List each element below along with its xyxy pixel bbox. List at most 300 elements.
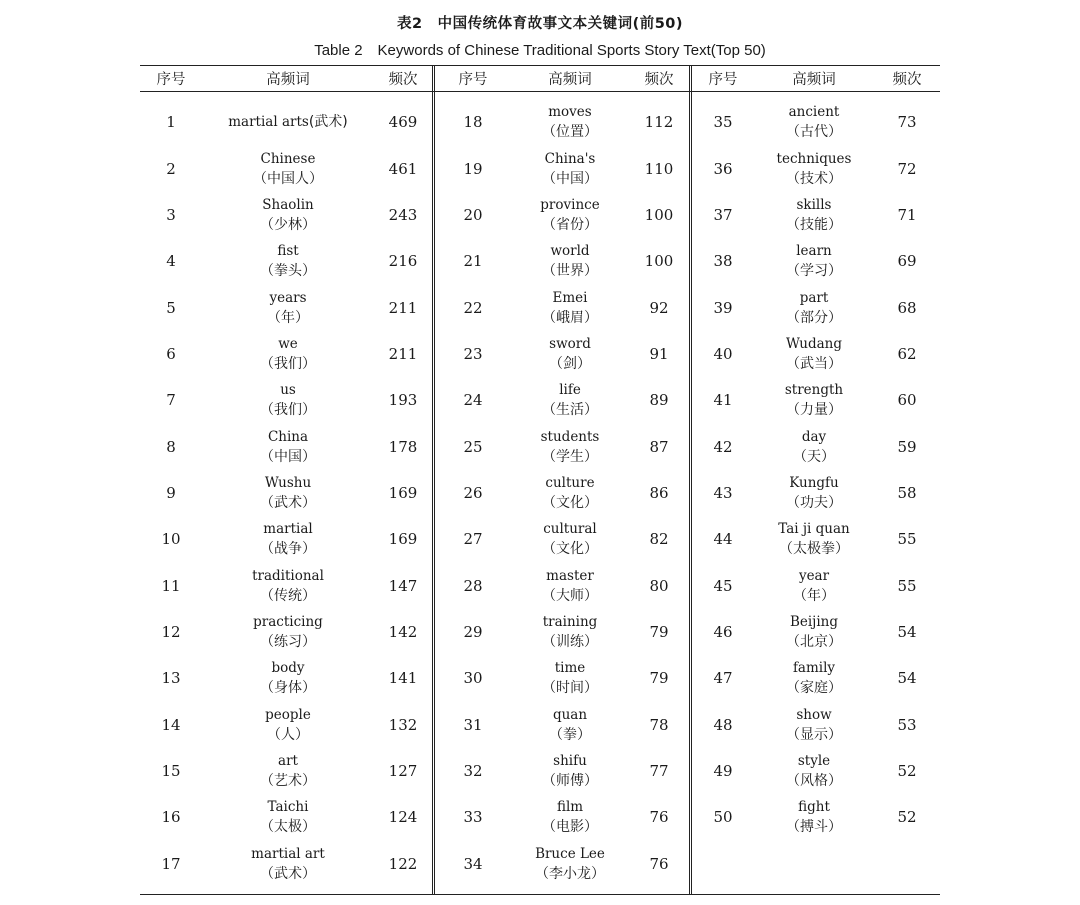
keyword-chinese: （功夫）	[786, 494, 842, 511]
keyword-chinese: （武当）	[786, 355, 842, 372]
row-number: 44	[713, 530, 733, 549]
table-row	[692, 701, 940, 747]
row-number: 15	[161, 761, 181, 780]
table-row	[692, 748, 940, 794]
row-number: 37	[713, 205, 733, 224]
keyword-chinese: (武术)	[308, 114, 348, 131]
keyword-chinese: （人）	[267, 726, 309, 743]
frequency-value: 469	[388, 113, 418, 132]
keyword-cell	[754, 519, 874, 559]
keyword-chinese: （文化）	[542, 494, 598, 511]
frequency-value: 211	[388, 298, 418, 317]
table-row	[140, 192, 432, 238]
frequency-value: 82	[649, 530, 669, 549]
table-row	[435, 748, 689, 794]
table-header-row	[140, 66, 940, 92]
row-number: 18	[463, 113, 483, 132]
table-row	[140, 377, 432, 423]
keyword-cell	[202, 112, 374, 132]
keyword-english: master	[546, 567, 594, 584]
keyword-chinese: （少林）	[260, 216, 316, 233]
keyword-english: techniques	[776, 150, 852, 167]
table-row	[692, 238, 940, 284]
frequency-value: 80	[649, 576, 669, 595]
table-row	[435, 99, 689, 145]
row-number: 16	[161, 808, 181, 827]
table-row	[435, 516, 689, 562]
table-row	[140, 423, 432, 469]
keyword-english: quan	[552, 706, 588, 723]
frequency-value: 122	[388, 854, 418, 873]
frequency-value: 76	[649, 808, 669, 827]
keyword-english: Chinese	[260, 150, 316, 167]
keyword-english: martial arts	[228, 114, 309, 131]
row-number: 38	[713, 252, 733, 271]
frequency-value: 87	[649, 437, 669, 456]
frequency-value: 68	[897, 298, 917, 317]
keyword-cell	[202, 658, 374, 698]
keyword-cell	[202, 519, 374, 559]
row-number: 27	[463, 530, 483, 549]
frequency-value: 55	[897, 530, 917, 549]
keyword-chinese: （中国）	[260, 448, 316, 465]
frequency-value: 112	[644, 113, 674, 132]
row-number: 23	[463, 344, 483, 363]
table-row	[692, 655, 940, 701]
keyword-chinese: （拳）	[549, 726, 591, 743]
frequency-value: 59	[897, 437, 917, 456]
keyword-english: martial art	[251, 845, 325, 862]
table-row	[140, 238, 432, 284]
keyword-english: Tai ji quan	[778, 521, 850, 538]
keyword-chinese: （位置）	[542, 124, 598, 141]
keyword-cell	[202, 473, 374, 513]
keyword-cell	[511, 473, 629, 513]
table-row	[435, 794, 689, 840]
table-row	[692, 99, 940, 145]
frequency-value: 461	[388, 159, 418, 178]
table-row	[435, 841, 689, 887]
keywords-table	[140, 65, 940, 895]
table-row	[435, 192, 689, 238]
row-number: 10	[161, 530, 181, 549]
row-number: 45	[713, 576, 733, 595]
keyword-cell	[202, 566, 374, 606]
table-row	[692, 562, 940, 608]
frequency-value: 92	[649, 298, 669, 317]
header-no: 序号	[708, 72, 738, 88]
row-number: 24	[463, 391, 483, 410]
header-keyword: 高频词	[792, 72, 836, 88]
keyword-chinese: （中国）	[542, 170, 598, 187]
keyword-chinese: （省份）	[542, 216, 598, 233]
table-row	[435, 238, 689, 284]
keyword-chinese: （古代）	[786, 124, 842, 141]
keyword-english: ancient	[788, 104, 840, 121]
table-row	[435, 470, 689, 516]
frequency-value: 127	[388, 761, 418, 780]
frequency-value: 77	[649, 761, 669, 780]
keyword-english: fight	[798, 799, 830, 816]
keyword-cell	[202, 612, 374, 652]
row-number: 31	[463, 715, 483, 734]
frequency-value: 216	[388, 252, 418, 271]
keyword-chinese: （显示）	[786, 726, 842, 743]
keyword-cell	[754, 149, 874, 189]
row-number: 3	[166, 205, 176, 224]
row-number: 29	[463, 622, 483, 641]
keyword-cell	[511, 427, 629, 467]
table-row	[140, 794, 432, 840]
keyword-english: moves	[548, 104, 592, 121]
row-number: 36	[713, 159, 733, 178]
keyword-chinese: （艺术）	[260, 772, 316, 789]
keyword-english: film	[556, 799, 584, 816]
table-row	[140, 284, 432, 330]
row-number: 46	[713, 622, 733, 641]
keyword-english: life	[559, 382, 581, 399]
row-number: 30	[463, 669, 483, 688]
keyword-cell	[754, 427, 874, 467]
keyword-english: body	[271, 660, 305, 677]
keyword-english: province	[540, 196, 600, 213]
keyword-english: fist	[277, 243, 299, 260]
keyword-cell	[202, 195, 374, 235]
header-group-2	[435, 66, 692, 91]
row-number: 32	[463, 761, 483, 780]
keyword-cell	[511, 705, 629, 745]
frequency-value: 169	[388, 530, 418, 549]
keyword-cell	[202, 705, 374, 745]
keyword-cell	[511, 519, 629, 559]
table-row	[435, 562, 689, 608]
column-group-1	[140, 92, 435, 894]
row-number: 34	[463, 854, 483, 873]
keyword-english: students	[540, 428, 600, 445]
row-number: 4	[166, 252, 176, 271]
row-number: 43	[713, 483, 733, 502]
keyword-english: learn	[796, 243, 832, 260]
keyword-cell	[202, 334, 374, 374]
table-row	[140, 701, 432, 747]
table-row	[435, 701, 689, 747]
keyword-english: sword	[549, 335, 591, 352]
row-number: 19	[463, 159, 483, 178]
table-row	[140, 145, 432, 191]
table-row	[692, 377, 940, 423]
header-no: 序号	[156, 72, 186, 88]
row-number: 28	[463, 576, 483, 595]
frequency-value: 71	[897, 205, 917, 224]
keyword-english: Emei	[552, 289, 588, 306]
keyword-cell	[202, 288, 374, 328]
keyword-chinese: （家庭）	[786, 680, 842, 697]
keyword-english: family	[792, 660, 836, 677]
keyword-english: show	[796, 706, 832, 723]
keyword-chinese: （太极拳）	[779, 541, 849, 558]
keyword-cell	[202, 797, 374, 837]
table-row	[140, 841, 432, 887]
row-number: 26	[463, 483, 483, 502]
frequency-value: 193	[388, 391, 418, 410]
row-number: 49	[713, 761, 733, 780]
keyword-chinese: （搏斗）	[786, 819, 842, 836]
row-number: 1	[166, 113, 176, 132]
row-number: 8	[166, 437, 176, 456]
table-row	[692, 609, 940, 655]
keyword-english: China	[267, 428, 309, 445]
keyword-english: art	[278, 752, 298, 769]
keyword-chinese: （武术）	[260, 494, 316, 511]
frequency-value: 147	[388, 576, 418, 595]
keyword-cell	[202, 149, 374, 189]
table-row	[435, 609, 689, 655]
table-row	[140, 655, 432, 701]
row-number: 20	[463, 205, 483, 224]
keyword-cell	[754, 612, 874, 652]
frequency-value: 54	[897, 669, 917, 688]
keyword-english: year	[798, 567, 830, 584]
table-row	[692, 145, 940, 191]
column-group-3	[692, 92, 940, 894]
table-row	[435, 655, 689, 701]
keyword-chinese: （时间）	[542, 680, 598, 697]
keyword-cell	[754, 566, 874, 606]
cropped-previous-line	[228, 0, 518, 3]
keyword-english: Wushu	[264, 474, 312, 491]
row-number: 42	[713, 437, 733, 456]
keyword-english: part	[799, 289, 829, 306]
keyword-cell	[511, 380, 629, 420]
frequency-value: 55	[897, 576, 917, 595]
frequency-value: 142	[388, 622, 418, 641]
keyword-cell	[511, 288, 629, 328]
keyword-cell	[511, 102, 629, 142]
keyword-chinese: （剑）	[549, 355, 591, 372]
keyword-cell	[511, 334, 629, 374]
keyword-cell	[511, 195, 629, 235]
keyword-english: Wudang	[785, 335, 843, 352]
frequency-value: 72	[897, 159, 917, 178]
frequency-value: 124	[388, 808, 418, 827]
row-number: 5	[166, 298, 176, 317]
keyword-chinese: （李小龙）	[535, 865, 605, 882]
header-frequency: 频次	[388, 72, 418, 88]
keyword-chinese: （身体）	[260, 680, 316, 697]
table-row	[692, 192, 940, 238]
keyword-english: style	[797, 752, 831, 769]
frequency-value: 79	[649, 622, 669, 641]
keyword-cell	[754, 751, 874, 791]
keyword-chinese: （天）	[793, 448, 835, 465]
keyword-chinese: （武术）	[260, 865, 316, 882]
keyword-english: practicing	[253, 613, 323, 630]
row-number: 48	[713, 715, 733, 734]
keyword-english: strength	[784, 382, 844, 399]
keyword-english: time	[554, 660, 586, 677]
keyword-chinese: （学习）	[786, 263, 842, 280]
header-keyword: 高频词	[266, 72, 310, 88]
row-number: 12	[161, 622, 181, 641]
table-body	[140, 92, 940, 894]
frequency-value: 54	[897, 622, 917, 641]
table-row	[140, 609, 432, 655]
header-frequency: 频次	[892, 72, 922, 88]
table-row	[692, 423, 940, 469]
row-number: 11	[161, 576, 181, 595]
keyword-english: shifu	[553, 752, 587, 769]
frequency-value: 178	[388, 437, 418, 456]
keyword-english: training	[542, 613, 598, 630]
keyword-chinese: （技能）	[786, 216, 842, 233]
keyword-cell	[511, 241, 629, 281]
keyword-cell	[754, 473, 874, 513]
frequency-value: 53	[897, 715, 917, 734]
keyword-cell	[511, 751, 629, 791]
row-number: 17	[161, 854, 181, 873]
keyword-english: people	[265, 706, 311, 723]
frequency-value: 141	[388, 669, 418, 688]
keyword-chinese: （我们）	[260, 355, 316, 372]
row-number: 40	[713, 344, 733, 363]
keyword-english: traditional	[252, 567, 324, 584]
keyword-cell	[754, 705, 874, 745]
table-row	[435, 331, 689, 377]
table-row	[692, 516, 940, 562]
keyword-english: martial	[263, 521, 313, 538]
keyword-chinese: （部分）	[786, 309, 842, 326]
row-number: 2	[166, 159, 176, 178]
frequency-value: 76	[649, 854, 669, 873]
keyword-english: China's	[544, 150, 596, 167]
row-number: 13	[161, 669, 181, 688]
frequency-value: 60	[897, 391, 917, 410]
keyword-cell	[511, 797, 629, 837]
keyword-cell	[754, 195, 874, 235]
keyword-english: Kungfu	[789, 474, 839, 491]
column-group-2	[435, 92, 692, 894]
table-row	[692, 331, 940, 377]
table-row	[692, 470, 940, 516]
keyword-chinese: （学生）	[542, 448, 598, 465]
keyword-english: we	[278, 335, 298, 352]
row-number: 9	[166, 483, 176, 502]
keyword-cell	[754, 288, 874, 328]
keyword-cell	[511, 844, 629, 884]
keyword-chinese: （大师）	[542, 587, 598, 604]
table-caption-chinese: 表2 中国传统体育故事文本关键词(前50)	[396, 16, 684, 32]
keyword-cell	[754, 380, 874, 420]
keyword-english: skills	[796, 196, 832, 213]
keyword-cell	[511, 658, 629, 698]
keyword-chinese: （战争）	[260, 541, 316, 558]
table-row	[140, 331, 432, 377]
header-group-1	[140, 66, 435, 91]
keyword-chinese: （年）	[793, 587, 835, 604]
keyword-chinese: （风格）	[786, 772, 842, 789]
frequency-value: 132	[388, 715, 418, 734]
keyword-cell	[202, 241, 374, 281]
frequency-value: 73	[897, 113, 917, 132]
keyword-cell	[511, 612, 629, 652]
keyword-english: culture	[545, 474, 595, 491]
keyword-chinese: （技术）	[786, 170, 842, 187]
keyword-chinese: （练习）	[260, 633, 316, 650]
table-row	[692, 284, 940, 330]
row-number: 21	[463, 252, 483, 271]
keyword-cell	[754, 797, 874, 837]
frequency-value: 89	[649, 391, 669, 410]
table-row	[435, 284, 689, 330]
row-number: 39	[713, 298, 733, 317]
row-number: 33	[463, 808, 483, 827]
keyword-chinese: （峨眉）	[542, 309, 598, 326]
keyword-chinese: （训练）	[542, 633, 598, 650]
table-row	[140, 516, 432, 562]
keyword-cell	[202, 427, 374, 467]
frequency-value: 243	[388, 205, 418, 224]
table-caption-english: Table 2 Keywords of Chinese Traditional Sports Story Text(Top 50)	[314, 42, 766, 59]
table-row	[435, 377, 689, 423]
frequency-value: 52	[897, 808, 917, 827]
frequency-value: 100	[644, 205, 674, 224]
keyword-english: years	[269, 289, 307, 306]
keyword-chinese: （文化）	[542, 541, 598, 558]
keyword-cell	[202, 751, 374, 791]
keyword-chinese: （传统）	[260, 587, 316, 604]
row-number: 6	[166, 344, 176, 363]
table-row	[140, 99, 432, 145]
keyword-chinese: （电影）	[542, 819, 598, 836]
row-number: 41	[713, 391, 733, 410]
keyword-chinese: （生活）	[542, 402, 598, 419]
keyword-chinese: （世界）	[542, 263, 598, 280]
row-number: 47	[713, 669, 733, 688]
frequency-value: 69	[897, 252, 917, 271]
keyword-english: Shaolin	[262, 196, 314, 213]
frequency-value: 100	[644, 252, 674, 271]
row-number: 22	[463, 298, 483, 317]
table-row	[140, 470, 432, 516]
row-number: 14	[161, 715, 181, 734]
keyword-cell	[202, 844, 374, 884]
keyword-chinese: （中国人）	[253, 170, 323, 187]
frequency-value: 62	[897, 344, 917, 363]
keyword-english: cultural	[543, 521, 597, 538]
keyword-cell	[202, 380, 374, 420]
header-keyword: 高频词	[548, 72, 592, 88]
row-number: 25	[463, 437, 483, 456]
keyword-english: day	[801, 428, 827, 445]
frequency-value: 169	[388, 483, 418, 502]
frequency-value: 86	[649, 483, 669, 502]
keyword-english: us	[280, 382, 296, 399]
frequency-value: 211	[388, 344, 418, 363]
keyword-cell	[511, 149, 629, 189]
keyword-english: Bruce Lee	[535, 845, 605, 862]
keyword-chinese: （力量）	[786, 402, 842, 419]
table-row	[435, 423, 689, 469]
header-frequency: 频次	[644, 72, 674, 88]
keyword-chinese: （师傅）	[542, 772, 598, 789]
keyword-cell	[754, 334, 874, 374]
frequency-value: 79	[649, 669, 669, 688]
keyword-chinese: （北京）	[786, 633, 842, 650]
keyword-chinese: （太极）	[260, 819, 316, 836]
keyword-cell	[754, 241, 874, 281]
frequency-value: 110	[644, 159, 674, 178]
keyword-chinese: （年）	[267, 309, 309, 326]
